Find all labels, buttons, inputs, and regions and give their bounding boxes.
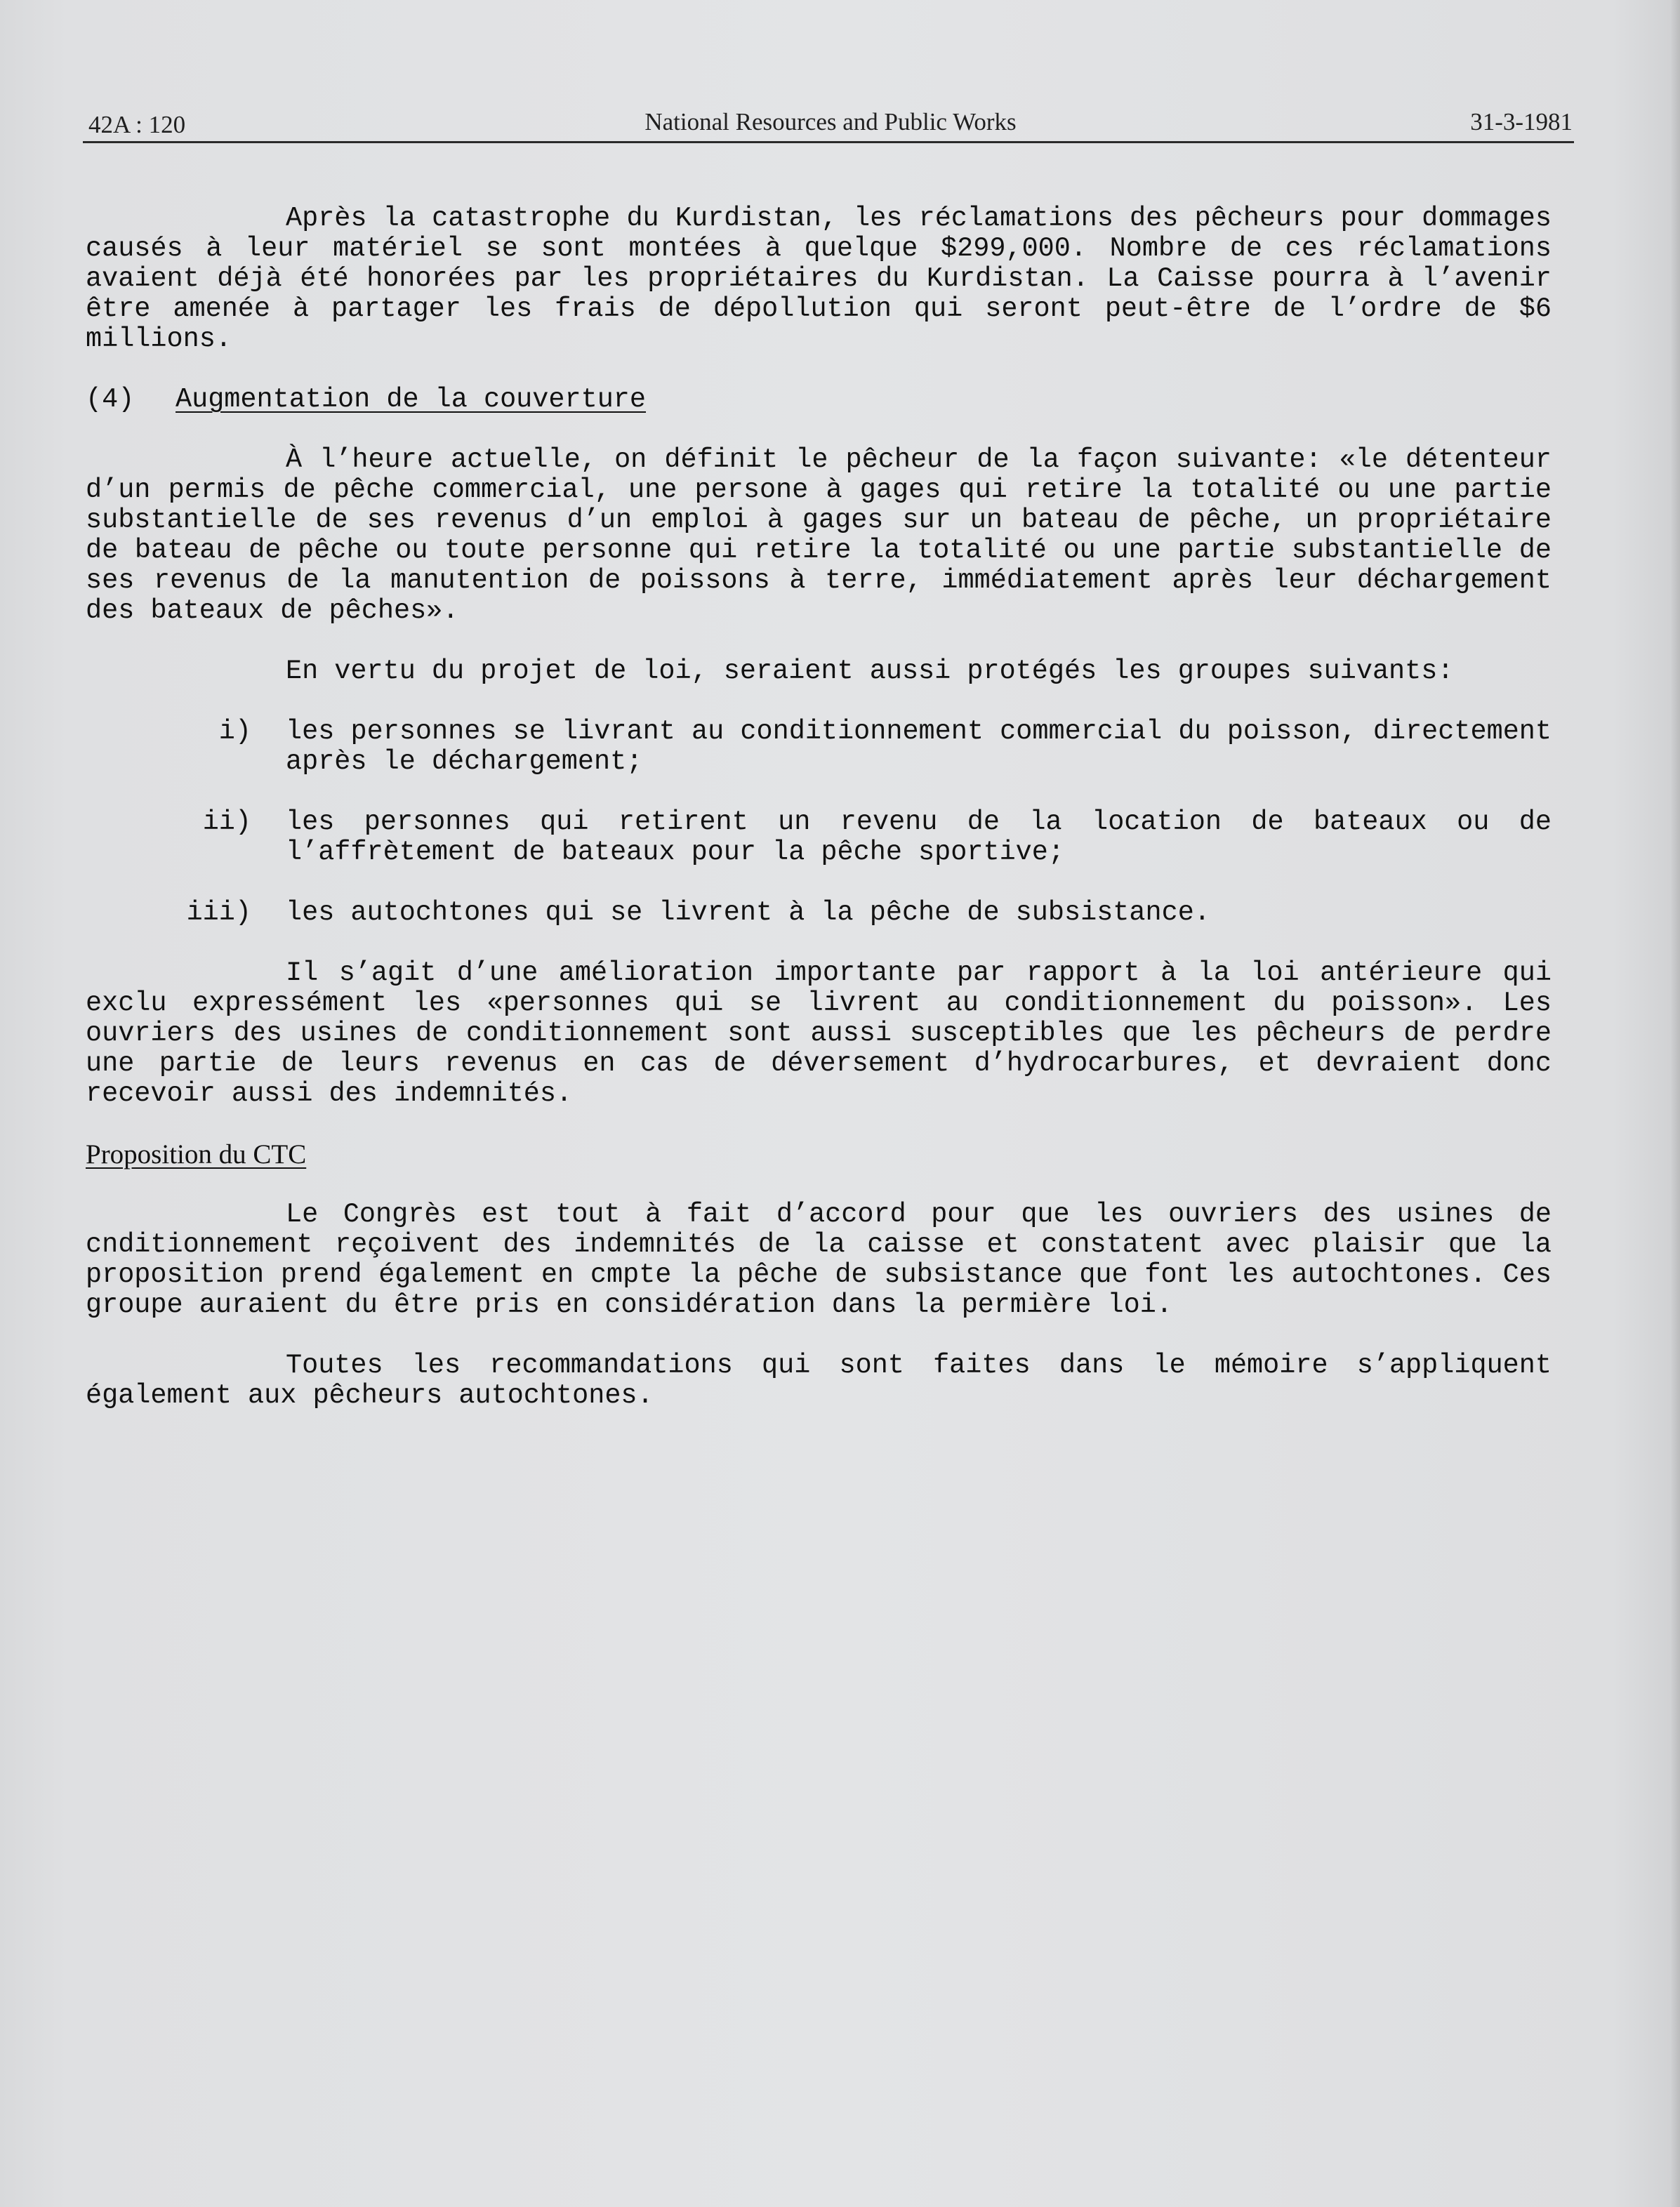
paragraph-kurdistan-claims: Après la catastrophe du Kurdistan, les réclamations des pêcheurs pour dommages causés à leur matériel se sont montées à quelque $299,000. Nombre de ces réclamations avaient déjà été honorées par les propriétaires du Kurdistan. La Caisse pourra à l’avenir être amenée à partager les frais de dépollution qui seront peut-être de l’ordre de $6 millions. [86,203,1552,354]
page-edge-shadow [1670,0,1680,2207]
paragraph-protected-groups: En vertu du projet de loi, seraient aussi protégés les groupes suivants: [286,656,1454,687]
paragraph-fisherman-definition: À l’heure actuelle, on définit le pêcheur de la façon suivante: «le détenteur d’un permis de pêche commercial, une persone à gages qui retire la totalité ou une partie substantielle de ses revenus d’un emploi à gages sur un bateau de pêche, un propriétaire de bateau de pêche ou toute personne qui retire la totalité ou une partie substantielle de ses revenus de la manutention de poissons à terre, immédiatement après leur déchargement des bateaux de pêches». [86,444,1552,626]
running-header [88,105,1573,143]
header-date: 31-3-1981 [1470,108,1573,135]
section-heading-ctc-proposal: Proposition du CTC [86,1139,307,1169]
paragraph-congress-agreement: Le Congrès est tout à fait d’accord pour que les ouvriers des usines de cnditionnement reçoivent des indemnités de la caisse et constatent avec plaisir que la proposition prend également en cmpte la pêche de subsistance que font les autochtones. Ces groupe auraient du être pris en considération dans la permière loi. [86,1199,1552,1320]
list-item-text: les personnes qui retirent un revenu de la location de bateaux ou de l’affrètement de bateaux pour la pêche sportive; [286,807,1552,868]
list-item [86,717,1552,777]
section-title: Augmentation de la couverture [176,384,647,415]
list-item [86,898,1552,928]
paragraph-recommendations: Toutes les recommandations qui sont faites dans le mémoire s’appliquent également aux pêcheurs autochtones. [86,1350,1552,1411]
list-item-text: les autochtones qui se livrent à la pêche de subsistance. [286,897,1210,928]
document-body [86,204,1552,1411]
section-number: (4) [86,384,135,415]
list-item-text: les personnes se livrant au conditionnement commercial du poisson, directement après le déchargement; [286,716,1552,777]
page-reference: 42A : 120 [88,111,186,138]
paragraph-improvement: Il s’agit d’une amélioration importante par rapport à la loi antérieure qui exclu expressément les «personnes qui se livrent au conditionnement du poisson». Les ouvriers des usines de conditionnement sont aussi susceptibles que les pêcheurs de perdre une partie de leurs revenus en cas de déversement d’hydrocarbures, et devraient donc recevoir aussi des indemnités. [86,957,1552,1109]
header-title: National Resources and Public Works [644,108,1017,135]
list-item [86,807,1552,868]
section-heading-coverage [86,385,1552,415]
list-marker: ii) [202,807,251,837]
list-marker: i) [218,716,251,747]
header-rule [83,141,1574,143]
list-marker: iii) [186,897,251,928]
